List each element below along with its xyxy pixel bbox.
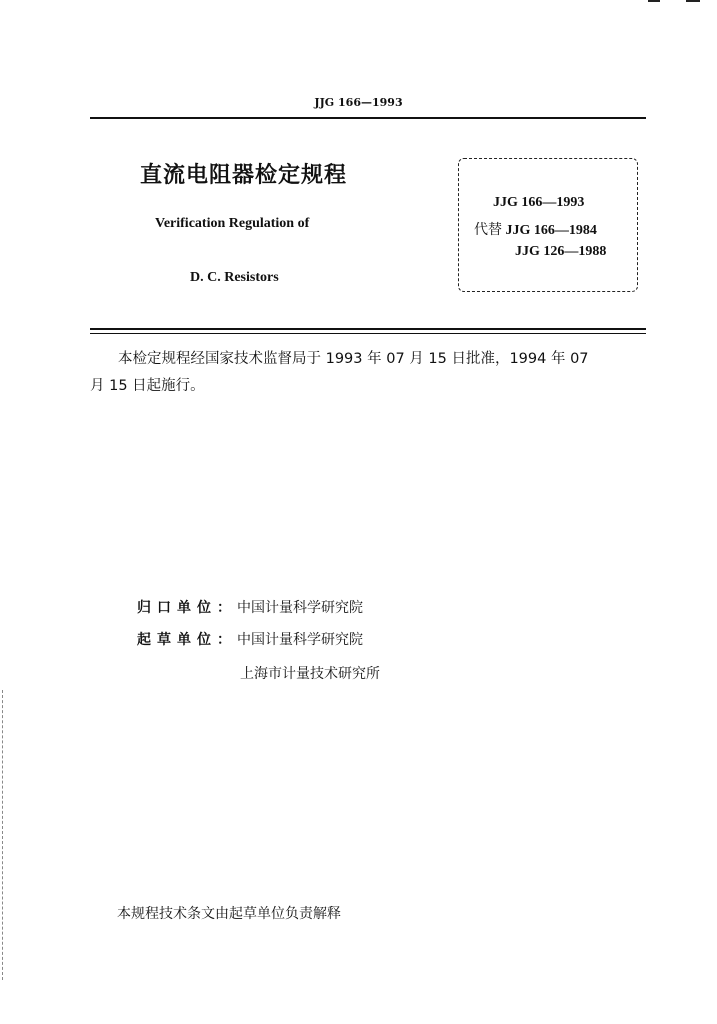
- title-english-line2: D. C. Resistors: [190, 270, 279, 285]
- responsible-unit-value: 中国计量科学研究院: [237, 600, 363, 616]
- drafting-unit-value-2: 上海市计量技术研究所: [240, 666, 380, 682]
- header-rule: [90, 117, 646, 119]
- header-standard-code: JJG 166—1993: [314, 96, 403, 109]
- approval-paragraph: [90, 346, 646, 400]
- standard-replaces-line: [474, 219, 597, 239]
- scan-edge-artifact: [2, 690, 4, 980]
- drafting-unit-row: [137, 629, 363, 649]
- replaces-prefix: 代替: [474, 222, 502, 238]
- replaced-code-1: JJG 166—1984: [505, 223, 597, 238]
- title-english-line1: Verification Regulation of: [155, 216, 310, 231]
- responsible-unit-label: 归口单位：: [137, 600, 237, 616]
- section-rule-thin: [90, 333, 646, 334]
- responsible-unit-row: [137, 597, 363, 617]
- section-rule-thick: [90, 328, 646, 330]
- approval-line-1: 本检定规程经国家技术监督局于 1993 年 07 月 15 日批准，1994 年 07: [118, 351, 589, 367]
- standard-current-code: JJG 166—1993: [493, 195, 585, 210]
- drafting-unit-value-1: 中国计量科学研究院: [237, 632, 363, 648]
- scan-artifact: [686, 0, 700, 2]
- replaced-code-2: JJG 126—1988: [515, 244, 607, 259]
- title-chinese: 直流电阻器检定规程: [140, 163, 348, 188]
- drafting-unit-label: 起草单位：: [137, 632, 237, 648]
- approval-line-2: 月 15 日起施行。: [90, 378, 205, 394]
- interpretation-note: 本规程技术条文由起草单位负责解释: [117, 906, 341, 922]
- scan-artifact: [648, 0, 660, 2]
